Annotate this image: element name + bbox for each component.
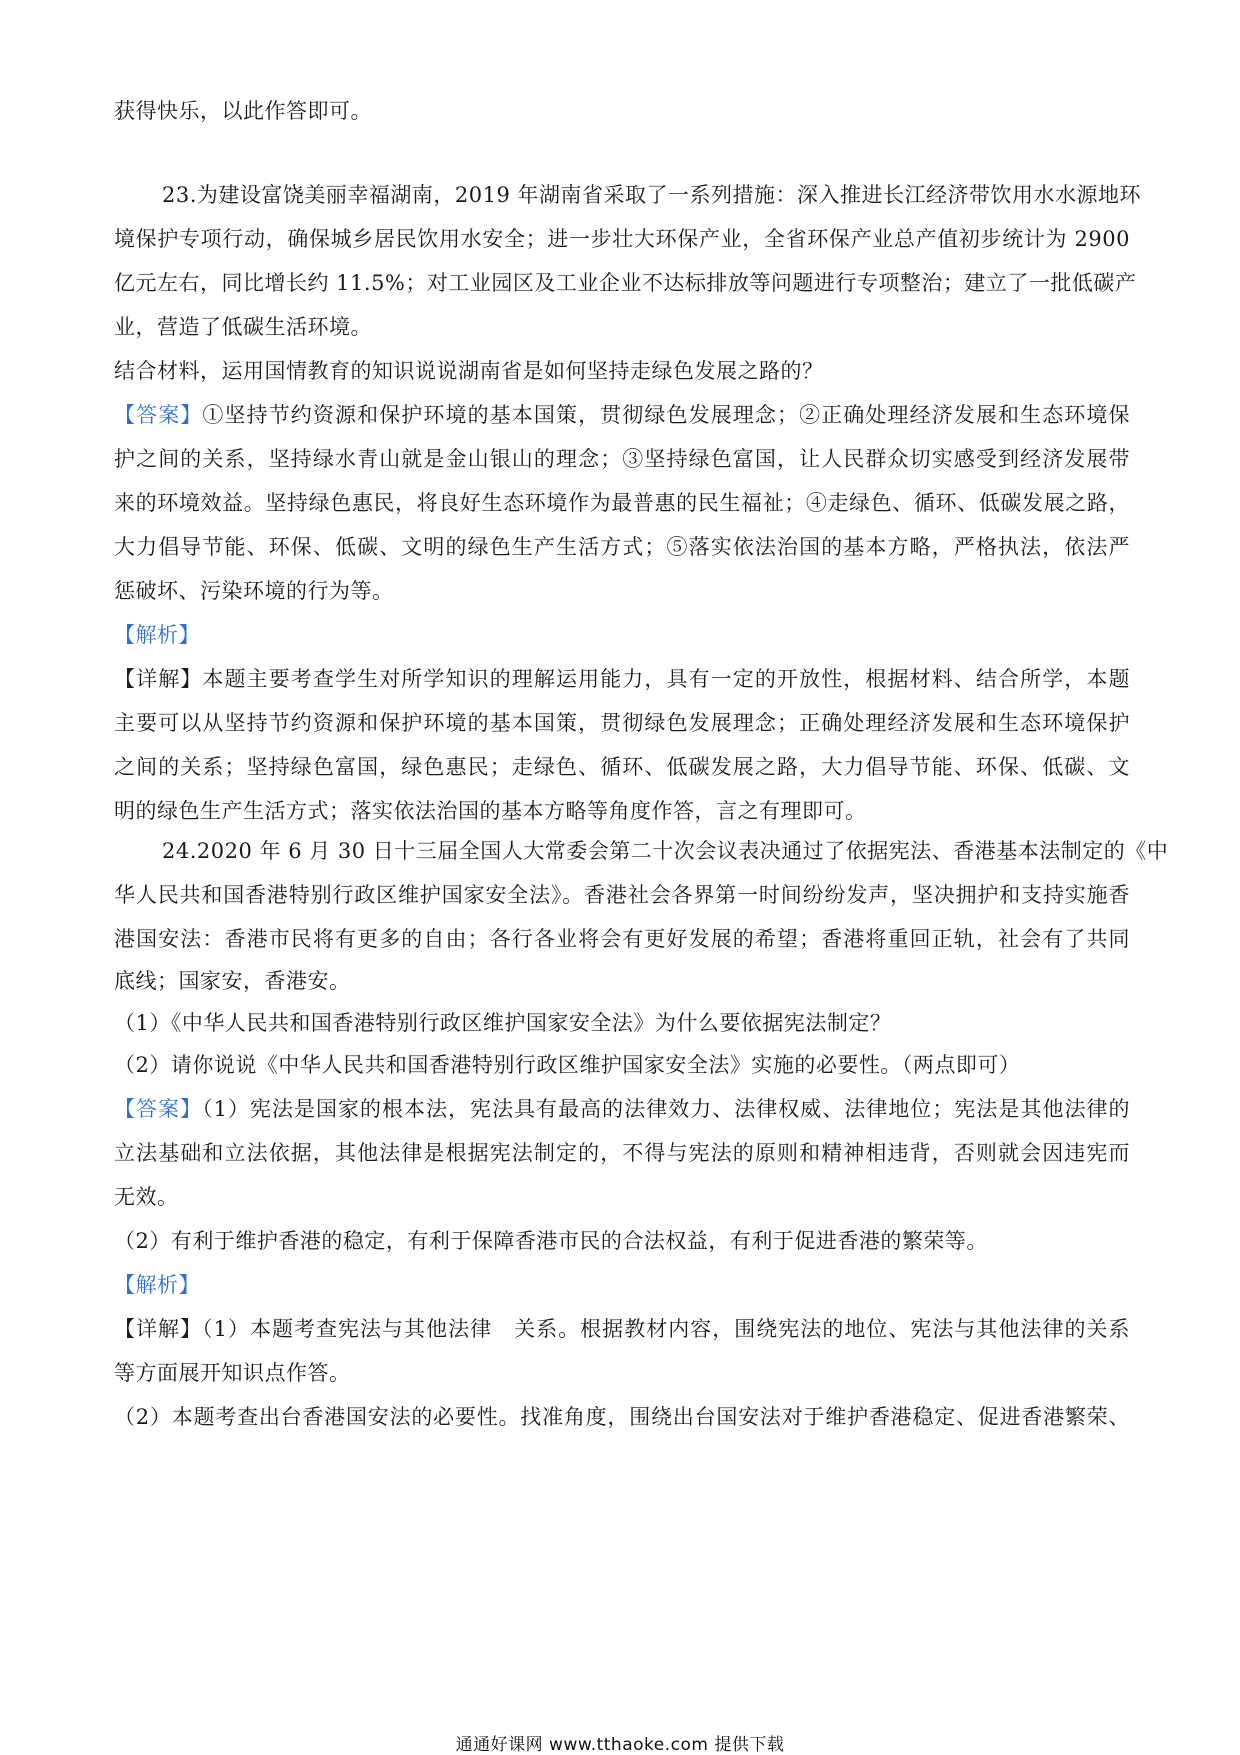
answer-23-line: 大力倡导节能、环保、低碳、文明的绿色生产生活方式；⑤落实依法治国的基本方略，严格执法，依法严	[114, 535, 1130, 559]
question-24-sub-1: （1）《中华人民共和国香港特别行政区维护国家安全法》为什么要依据宪法制定？	[114, 1011, 892, 1035]
question-23-text: 亿元左右，同比增长约 11.5%；对工业园区及工业企业不达标排放等问题进行专项整治；建立了一批低碳产	[114, 271, 1137, 295]
answer-24-line: （2）有利于维护香港的稳定，有利于保障香港市民的合法权益，有利于促进香港的繁荣等。	[114, 1229, 988, 1253]
answer-23-line: 护之间的关系，坚持绿水青山就是金山银山的理念；③坚持绿色富国，让人民群众切实感受到经济发展带	[114, 447, 1130, 471]
answer-24-line: 无效。	[114, 1185, 179, 1209]
answer-23-line: 【答案】①坚持节约资源和保护环境的基本国策，贯彻绿色发展理念；②正确处理经济发展和生态环境保	[114, 403, 1131, 427]
answer-24-line: 立法基础和立法依据，其他法律是根据宪法制定的，不得与宪法的原则和精神相违背，否则就会因违宪而	[114, 1141, 1130, 1165]
explanation-24-line: （2）本题考查出台香港国安法的必要性。找准角度，围绕出台国安法对于维护香港稳定、促进香港繁荣、	[114, 1405, 1130, 1429]
question-24-sub-2: （2）请你说说《中华人民共和国香港特别行政区维护国家安全法》实施的必要性。（两点即可）	[114, 1053, 1021, 1077]
question-23-text: 23.为建设富饶美丽幸福湖南，2019 年湖南省采取了一系列措施：深入推进长江经济带饮用水水源地环	[162, 183, 1142, 207]
explanation-24-line: 等方面展开知识点作答。	[114, 1361, 351, 1385]
answer-tag: 【答案】	[114, 403, 203, 427]
question-23-prompt: 结合材料，运用国情教育的知识说说湖南省是如何坚持走绿色发展之路的？	[114, 359, 824, 383]
question-24-text: 华人民共和国香港特别行政区维护国家安全法》。香港社会各界第一时间纷纷发声，坚决拥护和支持实施香	[114, 883, 1130, 907]
question-23-text: 境保护专项行动，确保城乡居民饮用水安全；进一步壮大环保产业，全省环保产业总产值初步统计为 2900	[114, 227, 1130, 251]
explanation-23-line: 【详解】本题主要考查学生对所学知识的理解运用能力，具有一定的开放性，根据材料、结合所学，本题	[114, 667, 1130, 691]
explanation-24-line: 【详解】（1）本题考查宪法与其他法律 关系。根据教材内容，围绕宪法的地位、宪法与其他法律的关系	[114, 1317, 1130, 1341]
question-24-text: 底线；国家安，香港安。	[114, 969, 351, 993]
answer-23-line: 惩破坏、污染环境的行为等。	[114, 579, 394, 603]
analysis-tag: 【解析】	[114, 1273, 200, 1297]
question-24-text: 港国安法：香港市民将有更多的自由；各行各业将会有更好发展的希望；香港将重回正轨，社会有了共同	[114, 927, 1130, 951]
page-footer: 通通好课网 www.tthaoke.com 提供下载	[455, 1735, 785, 1755]
explanation-23-line: 主要可以从坚持节约资源和保护环境的基本国策，贯彻绿色发展理念；正确处理经济发展和生态环境保护	[114, 711, 1130, 735]
answer-24-line: 【答案】（1）宪法是国家的根本法，宪法具有最高的法律效力、法律权威、法律地位；宪法是其他法律的	[114, 1097, 1131, 1121]
analysis-tag: 【解析】	[114, 623, 200, 647]
text-line: 获得快乐，以此作答即可。	[114, 99, 372, 123]
answer-tag: 【答案】	[114, 1097, 203, 1121]
explanation-23-line: 之间的关系；坚持绿色富国，绿色惠民；走绿色、循环、低碳发展之路，大力倡导节能、环保、低碳、文	[114, 755, 1130, 779]
answer-23-line: 来的环境效益。坚持绿色惠民，将良好生态环境作为最普惠的民生福祉；④走绿色、循环、低碳发展之路，	[114, 491, 1130, 515]
question-24-text: 24.2020 年 6 月 30 日十三届全国人大常委会第二十次会议表决通过了依据宪法、香港基本法制定的《中	[162, 839, 1169, 863]
question-23-text: 业，营造了低碳生活环境。	[114, 315, 372, 339]
explanation-23-line: 明的绿色生产生活方式；落实依法治国的基本方略等角度作答，言之有理即可。	[114, 799, 867, 823]
